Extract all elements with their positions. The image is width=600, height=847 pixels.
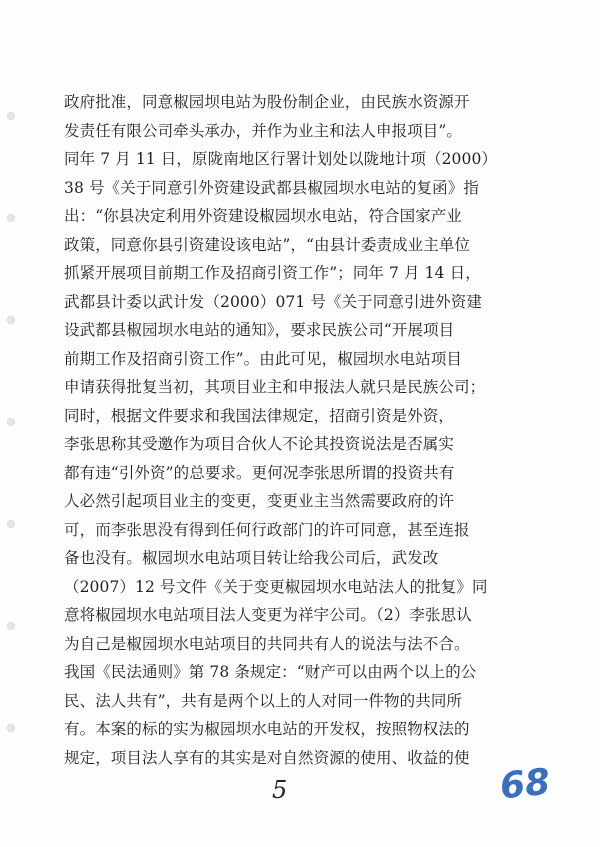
text-line: 政策，同意你县引资建设该电站”，“由县计委责成业主单位 — [64, 235, 471, 254]
text-line: （2007）12 号文件《关于变更椒园坝水电站法人的批复》同 — [64, 577, 488, 596]
text-line: 备也没有。椒园坝水电站项目转让给我公司后，武发改 — [64, 549, 439, 567]
text-line: 发责任有限公司牵头承办，并作为业主和法人申报项目”。 — [64, 121, 463, 140]
text-line: 可，而李张思没有得到任何行政部门的许可同意，甚至连报 — [64, 520, 470, 539]
text-line: 同年 7 月 11 日，原陇南地区行署计划处以陇地计项（2000） — [64, 150, 498, 168]
text-line: 前期工作及招商引资工作”。由此可见，椒园坝水电站项目 — [64, 349, 463, 368]
text-line: 同时，根据文件要求和我国法律规定，招商引资是外资， — [64, 406, 455, 425]
text-line: 李张思称其受邀作为项目合伙人不论其投资说法是否属实 — [64, 435, 455, 453]
binding-hole — [7, 214, 15, 222]
binding-hole — [7, 316, 15, 324]
text-line: 武都县计委以武计发（2000）071 号《关于同意引进外资建 — [64, 292, 482, 311]
text-line: 申请获得批复当初，其项目业主和申报法人就只是民族公司； — [64, 378, 486, 396]
text-line: 38 号《关于同意引外资建设武都县椒园坝水电站的复函》指 — [64, 178, 479, 197]
text-line: 我国《民法通则》第 78 条规定：“财产可以由两个以上的公 — [64, 663, 477, 681]
text-line: 出：“你县决定利用外资建设椒园坝水电站，符合国家产业 — [64, 207, 463, 225]
text-line: 政府批准，同意椒园坝电站为股份制企业，由民族水资源开 — [64, 93, 470, 111]
text-line: 为自己是椒园坝水电站项目的共同共有人的说法与法不合。 — [64, 634, 470, 653]
text-line: 民、法人共有”，共有是两个以上的人对同一件物的共同所 — [64, 691, 463, 710]
text-line: 抓紧开展项目前期工作及招商引资工作”；同年 7 月 14 日， — [64, 264, 481, 282]
text-line: 设武都县椒园坝水电站的通知》，要求民族公司“开展项目 — [64, 321, 455, 339]
text-line: 都有违“引外资”的总要求。更何况李张思所谓的投资共有 — [64, 463, 455, 482]
page-number: 5 — [272, 776, 288, 804]
binding-hole — [7, 112, 15, 120]
binding-hole — [7, 724, 15, 732]
binding-hole — [7, 520, 15, 528]
binding-hole — [7, 418, 15, 426]
text-line: 有。本案的标的实为椒园坝水电站的开发权，按照物权法的 — [64, 720, 470, 738]
text-line: 意将椒园坝水电站项目法人变更为祥宇公司。（2）李张思认 — [64, 606, 472, 624]
text-line: 人必然引起项目业主的变更，变更业主当然需要政府的许 — [64, 492, 455, 510]
binding-hole — [7, 622, 15, 630]
handwritten-page-annotation: 68 — [497, 761, 553, 808]
text-line: 规定，项目法人享有的其实是对自然资源的使用、收益的使 — [64, 748, 470, 767]
